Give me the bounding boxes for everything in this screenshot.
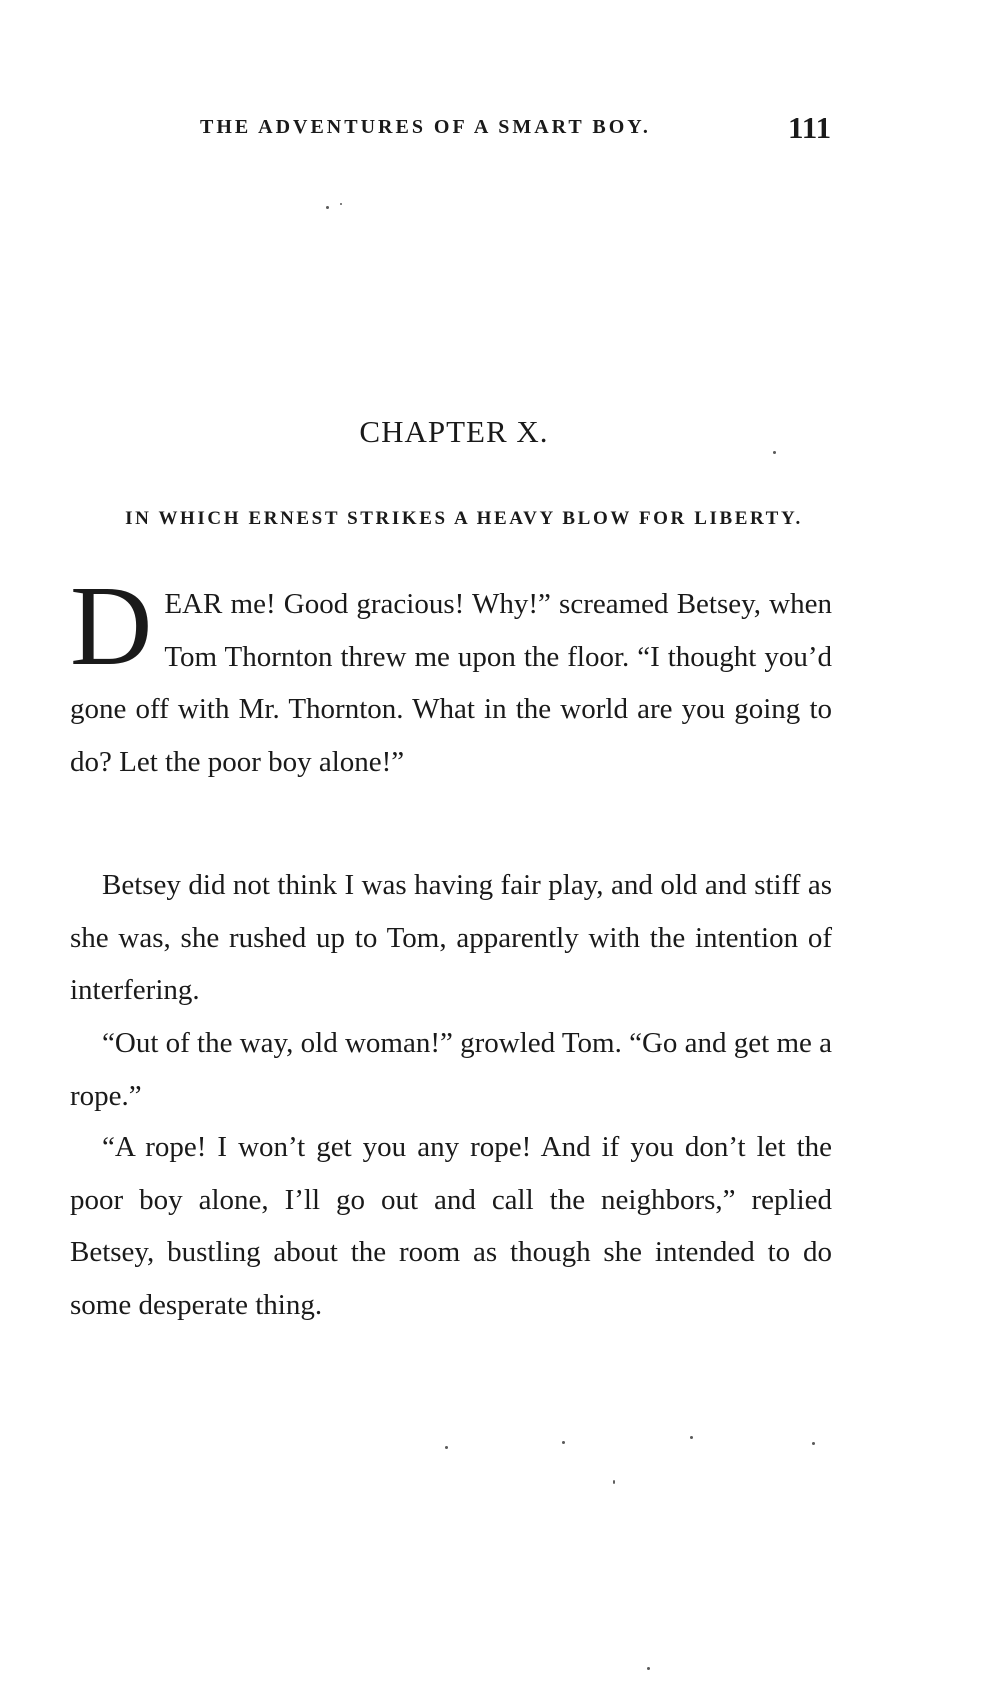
scan-speck	[326, 206, 329, 209]
running-title: THE ADVENTURES OF A SMART BOY.	[200, 116, 651, 138]
scan-speck	[812, 1442, 815, 1445]
chapter-subtitle: IN WHICH ERNEST STRIKES A HEAVY BLOW FOR LIBERTY.	[125, 508, 803, 529]
scan-speck	[340, 203, 342, 205]
scan-speck	[647, 1667, 650, 1670]
scan-speck	[562, 1441, 565, 1444]
page-number: 111	[788, 110, 832, 145]
paragraph: Betsey did not think I was having fair play, and old and stiff as she was, she rushed up to Tom, apparently with the intention of interfering.	[70, 869, 832, 1006]
paragraph-opening	[70, 562, 832, 788]
scan-speck	[773, 451, 776, 454]
chapter-title: CHAPTER X.	[359, 414, 549, 449]
scan-speck	[690, 1436, 693, 1439]
scan-speck	[613, 1480, 615, 1484]
paragraph: “Out of the way, old woman!” growled Tom. “Go and get me a rope.”	[70, 1027, 833, 1112]
drop-cap: D	[70, 562, 153, 689]
paragraph-text: EAR me! Good gracious! Why!” screamed Betsey, when Tom Thornton threw me upon the floor. “I thought you’d gone off with Mr. Thornton. What in the world are you going to do? Let the poor boy alone!”	[70, 588, 832, 778]
scan-speck	[445, 1446, 448, 1449]
paragraph: “A rope! I won’t get you any rope! And if you don’t let the poor boy alone, I’ll go out and call the neighbors,” replied Betsey, bustling about the room as though she intended to do some desperate thing.	[70, 1131, 832, 1321]
